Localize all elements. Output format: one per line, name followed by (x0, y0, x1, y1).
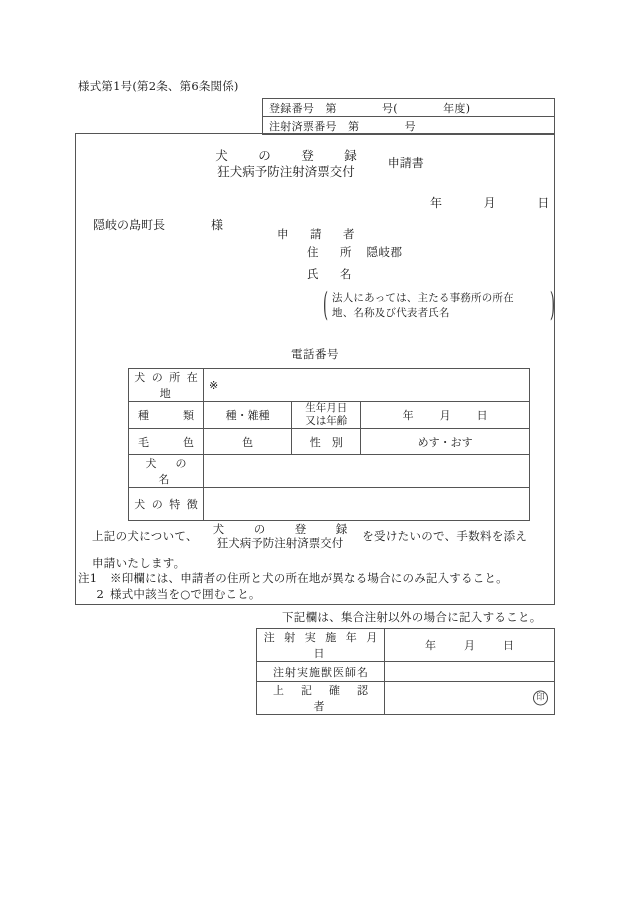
closing-suffix: を受けたいので、手数料を添え (362, 528, 528, 543)
addressee-line (93, 219, 223, 233)
veterinarian-name-value[interactable] (385, 662, 555, 682)
dog-birth-month: 月 (439, 409, 451, 423)
date-month-label: 月 (483, 196, 496, 210)
note-2-number: 2 (96, 587, 104, 601)
closing-title-stack (204, 522, 357, 551)
paren-right-glyph: ) (549, 287, 555, 326)
confirmer-value[interactable] (385, 682, 555, 715)
dog-location-label: 犬 の 所 在 地 (129, 369, 204, 402)
table-row (129, 369, 530, 402)
veterinarian-name-label: 注射実施獣医師名 (257, 662, 385, 682)
dog-breed-label: 種 類 (129, 402, 204, 429)
closing-stack-line2: 狂犬病予防注射済票交付 (216, 536, 344, 551)
form-title (75, 148, 555, 179)
form-title-stack (206, 148, 366, 179)
table-row (257, 629, 555, 662)
dog-birthdate-label-line1: 生年月日 (305, 402, 348, 414)
note-1-number: 注1 (78, 571, 98, 585)
dog-features-value[interactable] (204, 488, 530, 521)
dog-sex-label: 性 別 (292, 429, 361, 455)
closing-prefix: 上記の犬について、 (92, 528, 198, 543)
form-title-suffix: 申請書 (387, 155, 424, 170)
telephone-label[interactable]: 電話番号 (291, 347, 339, 361)
dog-birthdate-value[interactable] (361, 402, 530, 429)
dog-sex-value[interactable]: めす・おす (361, 429, 530, 455)
dog-birthdate-label (292, 402, 361, 429)
corporate-note-line1: 法人にあっては、主たる事務所の所在 (332, 292, 514, 304)
table-row (129, 402, 530, 429)
applicant-address-row[interactable] (307, 246, 403, 259)
injection-day: 日 (503, 639, 514, 652)
dog-birthdate-label-line2: 又は年齢 (305, 415, 348, 428)
registration-number-table (262, 98, 555, 135)
table-row (129, 455, 530, 488)
injection-date-label: 注 射 実 施 年 月 日 (257, 629, 385, 662)
dog-color-label: 毛 色 (129, 429, 204, 455)
note-1-text: ※印欄には、申請者の住所と犬の所在地が異なる場合にのみ記入すること。 (110, 571, 508, 585)
applicant-address-value: 隠岐郡 (366, 245, 403, 259)
dog-details-table (128, 368, 530, 521)
dog-color-value[interactable]: 色 (204, 429, 292, 455)
corporate-applicant-note (323, 287, 555, 327)
dog-birth-year: 年 (402, 409, 414, 423)
injection-year: 年 (425, 639, 436, 652)
dog-birth-day: 日 (476, 409, 488, 423)
note-2 (78, 588, 261, 601)
table-row (257, 682, 555, 715)
table-row (257, 662, 555, 682)
corporate-note-line2: 地、名称及び代表者氏名 (332, 307, 450, 320)
confirmer-label: 上 記 確 認 者 (257, 682, 385, 715)
applicant-label: 申 請 者 (277, 227, 360, 241)
dog-name-label: 犬 の 名 (129, 455, 204, 488)
form-number-label: 様式第1号(第2条、第6条関係) (78, 79, 239, 93)
applicant-address-label: 住 所 (307, 245, 357, 259)
form-title-line2: 狂犬病予防注射済票交付 (217, 163, 355, 179)
injection-record-table (256, 628, 555, 715)
paren-left-glyph: ( (323, 287, 329, 326)
closing-statement (92, 522, 544, 551)
addressee-name: 隠岐の島町長 (93, 218, 166, 232)
date-year-label: 年 (430, 196, 443, 210)
closing-stack-line1: 犬 の 登 録 (212, 522, 357, 536)
registration-number-row[interactable]: 登録番号 第 号( 年度) (263, 99, 555, 117)
seal-icon: 印 (533, 691, 548, 706)
table-row (263, 99, 555, 117)
bottom-instruction-text: 下記欄は、集合注射以外の場合に記入すること。 (282, 610, 542, 624)
dog-location-value[interactable]: ※ (204, 369, 530, 402)
note-1 (78, 572, 508, 585)
table-row (129, 488, 530, 521)
note-2-text: 様式中該当を○で囲むこと。 (110, 587, 261, 601)
addressee-honorific: 様 (211, 218, 224, 232)
injection-month: 月 (464, 639, 475, 652)
date-day-label: 日 (537, 196, 550, 210)
applicant-name-label[interactable]: 氏 名 (307, 267, 357, 281)
closing-second-line: 申請いたします。 (92, 556, 186, 570)
dog-name-value[interactable] (204, 455, 530, 488)
injection-certificate-number-row[interactable]: 注射済票番号 第 号 (263, 117, 555, 135)
injection-date-value[interactable] (385, 629, 555, 662)
dog-breed-value[interactable]: 種・雑種 (204, 402, 292, 429)
form-title-line1: 犬 の 登 録 (215, 148, 366, 163)
dog-features-label: 犬 の 特 徴 (129, 488, 204, 521)
application-date-line[interactable] (430, 197, 549, 211)
table-row (263, 117, 555, 135)
table-row (129, 429, 530, 455)
